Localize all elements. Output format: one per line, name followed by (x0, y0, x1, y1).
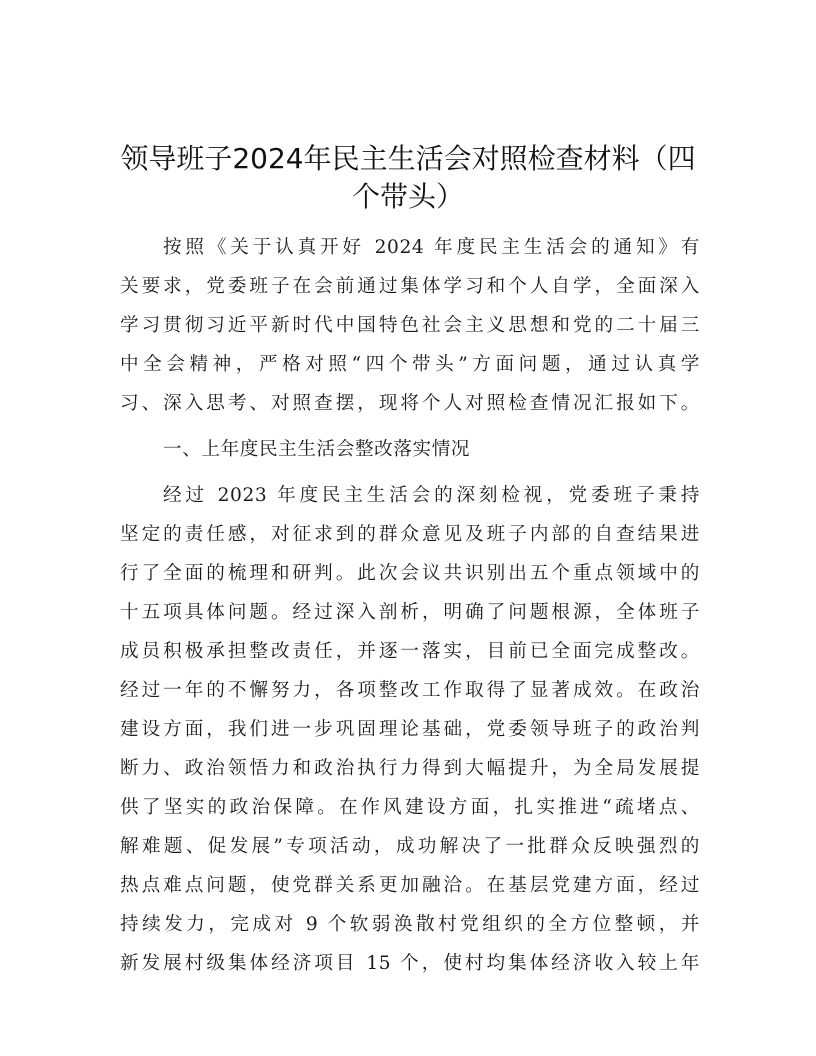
body-paragraph (120, 476, 700, 983)
text-line: 关要求，党委班子在会前通过集体学习和个人自学，全面深入 (120, 276, 700, 297)
text-line: 经过一年的不懈努力，各项整改工作取得了显著成效。在政治 (120, 680, 700, 701)
text-line: 持续发力，完成对 9 个软弱涣散村党组织的全方位整顿，并 (120, 914, 700, 935)
document-title (118, 140, 698, 216)
intro-paragraph (120, 228, 700, 423)
text-line: 坚定的责任感，对征求到的群众意见及班子内部的自查结果进 (120, 524, 700, 545)
text-line: 断力、政治领悟力和政治执行力得到大幅提升，为全局发展提 (120, 758, 700, 779)
text-line: 按照《关于认真开好 2024 年度民主生活会的通知》有 (163, 237, 700, 258)
text-line: 新发展村级集体经济项目 15 个，使村均集体经济收入较上年 (120, 953, 700, 974)
text-line: 经过 2023 年度民主生活会的深刻检视，党委班子秉持 (163, 485, 700, 506)
text-line: 习、深入思考、对照查摆，现将个人对照检查情况汇报如下。 (120, 393, 700, 414)
title-line-1: 领导班子2024年民主生活会对照检查材料（四 (120, 142, 696, 175)
text-line: 供了坚实的政治保障。在作风建设方面，扎实推进“疏堵点、 (120, 797, 700, 818)
text-line: 十五项具体问题。经过深入剖析，明确了问题根源，全体班子 (120, 602, 700, 623)
section-heading: 一、上年度民主生活会整改落实情况 (163, 439, 471, 460)
text-line: 解难题、促发展”专项活动，成功解决了一批群众反映强烈的 (120, 836, 700, 857)
text-line: 行了全面的梳理和研判。此次会议共识别出五个重点领域中的 (120, 563, 700, 584)
text-line: 学习贯彻习近平新时代中国特色社会主义思想和党的二十届三 (120, 315, 700, 336)
text-line: 成员积极承担整改责任，并逐一落实，目前已全面完成整改。 (120, 641, 700, 662)
text-line: 建设方面，我们进一步巩固理论基础，党委领导班子的政治判 (120, 719, 700, 740)
document-body (120, 228, 700, 983)
text-line: 热点难点问题，使党群关系更加融洽。在基层党建方面，经过 (120, 875, 700, 896)
text-line: 中全会精神，严格对照“四个带头”方面问题，通过认真学 (120, 354, 700, 375)
title-line-2: 个带头） (351, 180, 464, 213)
